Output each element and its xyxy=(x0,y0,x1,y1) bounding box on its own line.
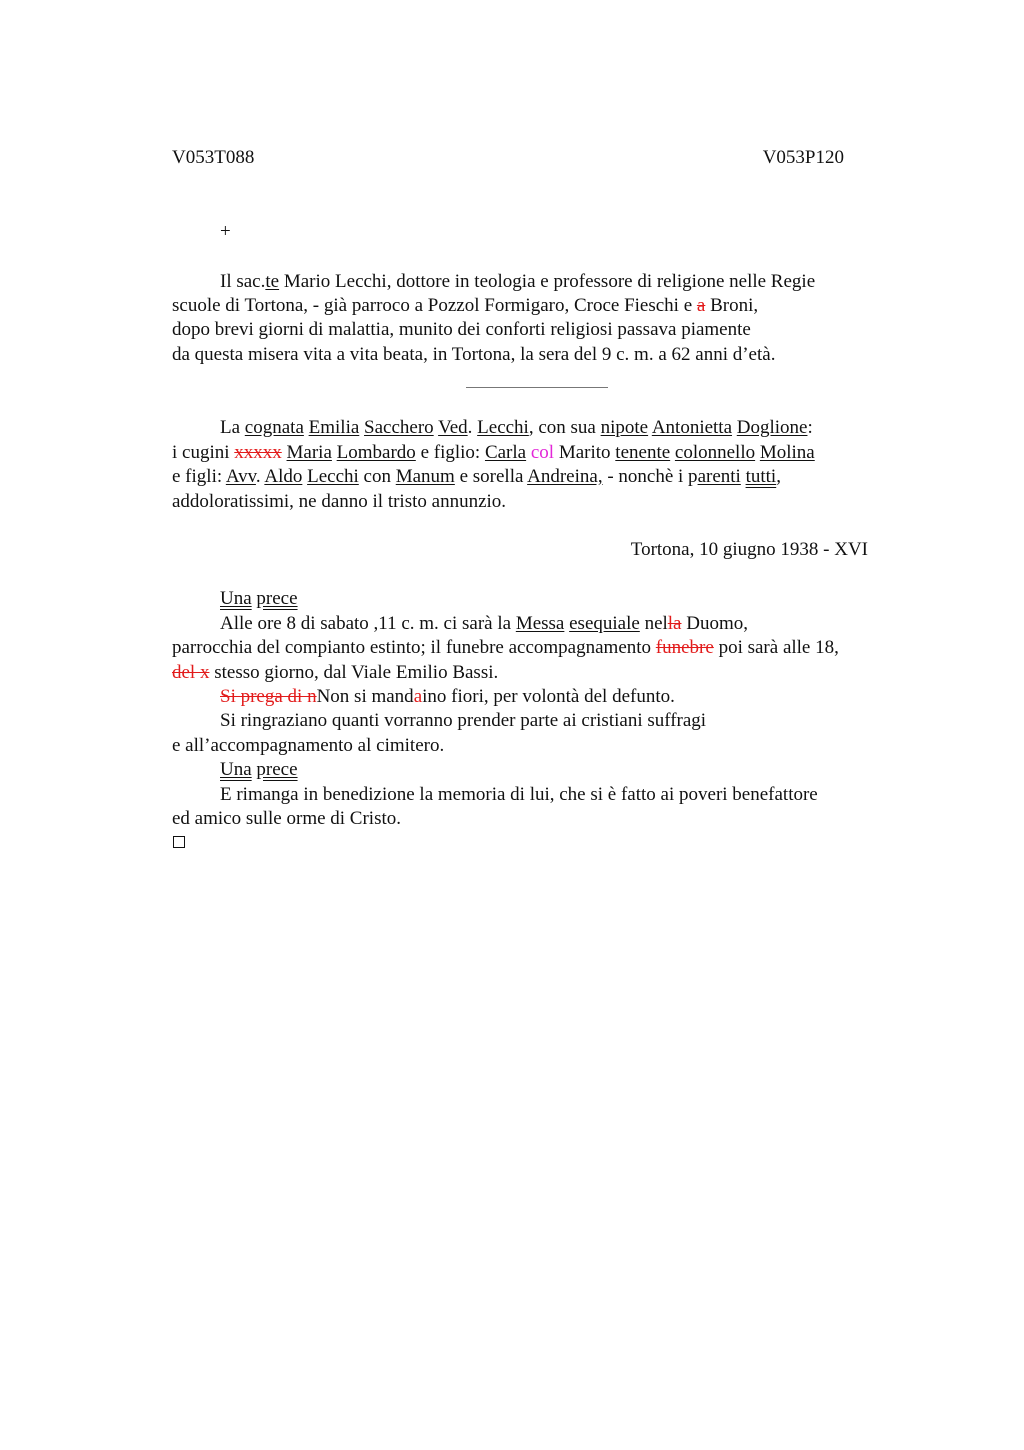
funeral-line-1: Alle ore 8 di sabato ,11 c. m. ci sarà la Messa esequiale nella Duomo, xyxy=(220,613,748,634)
funeral-line-7: E rimanga in benedizione la memoria di lui, che si è fatto ai poveri benefattore xyxy=(220,784,818,805)
announcement-line-4: da questa misera vita a vita beata, in Tortona, la sera del 9 c. m. a 62 anni d’età. xyxy=(172,344,776,365)
date-line: Tortona, 10 giugno 1938 - XVI xyxy=(630,539,868,560)
end-box-symbol xyxy=(173,836,185,848)
funeral-line-5: Si ringraziano quanti vorranno prender parte ai cristiani suffragi xyxy=(220,710,707,731)
funeral-line-8: ed amico sulle orme di Cristo. xyxy=(172,808,402,829)
cross-symbol: + xyxy=(220,221,231,242)
announcement-line-1: Il sac.te Mario Lecchi, dottore in teologia e professore di religione nelle Regie xyxy=(220,271,816,292)
document-code-right: V053P120 xyxy=(762,147,844,168)
separator-line xyxy=(466,387,608,388)
announcement-line-3: dopo brevi giorni di malattia, munito dei conforti religiosi passava piamente xyxy=(172,319,751,340)
family-line-4: addoloratissimi, ne danno il tristo annunzio. xyxy=(172,491,507,512)
announcement-line-2: scuole di Tortona, - già parroco a Pozzol Formigaro, Croce Fieschi e a Broni, xyxy=(172,295,759,316)
family-line-2: i cugini xxxxx Maria Lombardo e figlio: Carla col Marito tenente colonnello Molina xyxy=(172,442,815,463)
una-prece-heading-2: Una prece xyxy=(220,759,298,780)
funeral-line-4: Si prega di nNon si mandaino fiori, per volontà del defunto. xyxy=(220,686,675,707)
family-line-3: e figli: Avv. Aldo Lecchi con Manum e sorella Andreina, - nonchè i parenti tutti, xyxy=(172,466,781,487)
document-code-left: V053T088 xyxy=(172,147,255,168)
funeral-line-3: del x stesso giorno, dal Viale Emilio Bassi. xyxy=(172,662,499,683)
family-line-1: La cognata Emilia Sacchero Ved. Lecchi, con sua nipote Antonietta Doglione: xyxy=(220,417,813,438)
una-prece-heading: Una prece xyxy=(220,588,298,609)
funeral-line-6: e all’accompagnamento al cimitero. xyxy=(172,735,445,756)
funeral-line-2: parrocchia del compianto estinto; il funebre accompagnamento funebre poi sarà alle 18, xyxy=(172,637,839,658)
